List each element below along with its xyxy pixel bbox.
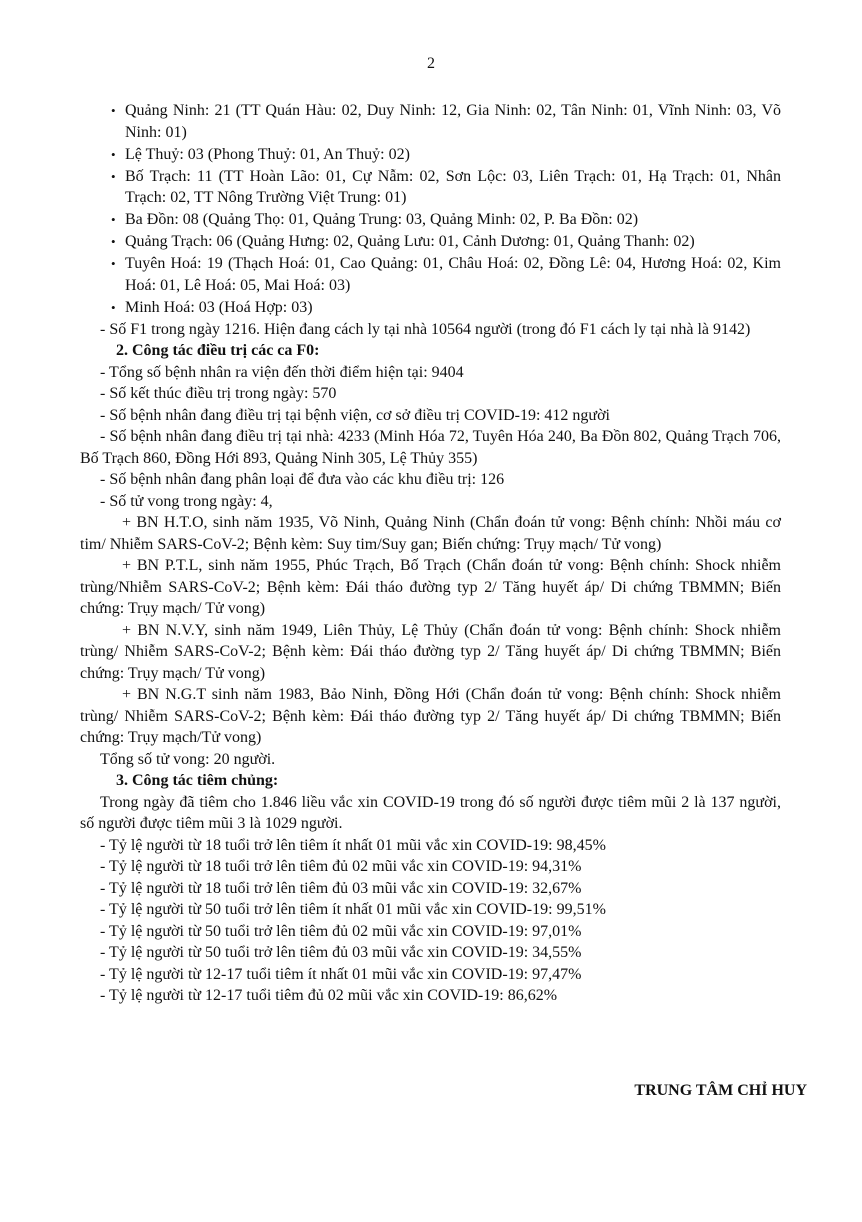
f1-summary: - Số F1 trong ngày 1216. Hiện đang cách ly tại nhà 10564 người (trong đó F1 cách ly tại nhà là 9142)	[100, 320, 751, 338]
bullet-icon: •	[111, 212, 116, 227]
section-2-heading: 2. Công tác điều trị các ca F0:	[116, 342, 320, 359]
death-case: + BN N.G.T sinh năm 1983, Bảo Ninh, Đồng Hới (Chẩn đoán tử vong: Bệnh chính: Shock nhiễm trùng/ Nhiễm SARS-CoV-2; Bệnh kèm: Đái tháo đường typ 2/ Tăng huyết áp/ Di chứng TBMMN; Biến chứng: Trụy mạch/Tử vong)	[80, 686, 781, 746]
vaccination-rate: - Tỷ lệ người từ 50 tuổi trở lên tiêm đủ 03 mũi vắc xin COVID-19: 34,55%	[100, 944, 582, 961]
list-item: • Ba Đồn: 08 (Quảng Thọ: 01, Quảng Trung: 03, Quảng Minh: 02, P. Ba Đồn: 02)	[80, 209, 781, 231]
treatment-line: - Số bệnh nhân đang điều trị tại nhà: 4233 (Minh Hóa 72, Tuyên Hóa 240, Ba Đồn 802, Quảng Trạch 706, Bố Trạch 860, Đồng Hới 893, Quảng Ninh 305, Lệ Thủy 355)	[80, 428, 781, 467]
treatment-line: - Tổng số bệnh nhân ra viện đến thời điểm hiện tại: 9404	[100, 363, 464, 381]
page-number: 2	[427, 55, 435, 72]
list-item: • Quảng Ninh: 21 (TT Quán Hàu: 02, Duy Ninh: 12, Gia Ninh: 02, Tân Ninh: 01, Vĩnh Ninh: 03, Võ Ninh: 01)	[111, 102, 781, 141]
vaccination-intro: Trong ngày đã tiêm cho 1.846 liều vắc xin COVID-19 trong đó số người được tiêm mũi 2 là 137 người, số người được tiêm mũi 3 là 1029 người.	[80, 793, 781, 832]
list-item: • Minh Hoá: 03 (Hoá Hợp: 03)	[80, 297, 781, 319]
list-item: • Tuyên Hoá: 19 (Thạch Hoá: 01, Cao Quảng: 01, Châu Hoá: 02, Đồng Lê: 04, Hương Hoá: 02, Kim Hoá: 01, Lê Hoá: 05, Mai Hoá: 03)	[111, 255, 781, 294]
list-item: • Quảng Trạch: 06 (Quảng Hưng: 02, Quảng Lưu: 01, Cảnh Dương: 01, Quảng Thanh: 02)	[80, 231, 781, 253]
list-item: • Bố Trạch: 11 (TT Hoàn Lão: 01, Cự Nẫm: 02, Sơn Lộc: 03, Liên Trạch: 01, Hạ Trạch: 01, Nhân Trạch: 02, TT Nông Trường Việt Trung: 01)	[111, 167, 781, 206]
bullet-icon: •	[111, 299, 116, 315]
bullet-icon: •	[111, 146, 116, 162]
vaccination-rate: - Tỷ lệ người từ 18 tuổi trở lên tiêm ít nhất 01 mũi vắc xin COVID-19: 98,45%	[100, 836, 606, 854]
vaccination-rate: - Tỷ lệ người từ 18 tuổi trở lên tiêm đủ 03 mũi vắc xin COVID-19: 32,67%	[100, 879, 582, 897]
treatment-line: - Số bệnh nhân đang điều trị tại bệnh viện, cơ sở điều trị COVID-19: 412 người	[100, 406, 610, 424]
treatment-line: - Số kết thúc điều trị trong ngày: 570	[100, 385, 337, 402]
death-case: + BN N.V.Y, sinh năm 1949, Liên Thủy, Lệ Thủy (Chẩn đoán tử vong: Bệnh chính: Shock nhiễm trùng/ Nhiễm SARS-CoV-2; Bệnh kèm: Đái tháo đường typ 2/ Tăng huyết áp/ Di chứng TBMMN; Biến chứng: Trụy mạch/ Tử vong)	[80, 621, 781, 682]
bullet-icon: •	[111, 103, 116, 118]
section-3-heading: 3. Công tác tiêm chủng:	[116, 772, 279, 789]
bullet-icon: •	[111, 256, 116, 271]
signature-title: TRUNG TÂM CHỈ HUY	[634, 1082, 807, 1099]
bullet-icon: •	[111, 168, 116, 184]
death-case: + BN H.T.O, sinh năm 1935, Võ Ninh, Quảng Ninh (Chẩn đoán tử vong: Bệnh chính: Nhồi máu cơ tim/ Nhiễm SARS-CoV-2; Bệnh kèm: Suy tim/Suy gan; Biến chứng: Trụy mạch/ Tử vong)	[80, 514, 781, 553]
document-body	[80, 100, 781, 1007]
vaccination-rate: - Tỷ lệ người từ 18 tuổi trở lên tiêm đủ 02 mũi vắc xin COVID-19: 94,31%	[100, 858, 582, 875]
total-deaths: Tổng số tử vong: 20 người.	[100, 750, 276, 768]
vaccination-rate: - Tỷ lệ người từ 50 tuổi trở lên tiêm ít nhất 01 mũi vắc xin COVID-19: 99,51%	[100, 901, 606, 918]
treatment-line: - Số bệnh nhân đang phân loại để đưa vào các khu điều trị: 126	[100, 471, 505, 488]
vaccination-rate: - Tỷ lệ người từ 12-17 tuổi tiêm đủ 02 mũi vắc xin COVID-19: 86,62%	[100, 987, 558, 1004]
vaccination-rate: - Tỷ lệ người từ 50 tuổi trở lên tiêm đủ 02 mũi vắc xin COVID-19: 97,01%	[100, 922, 582, 940]
bullet-icon: •	[111, 234, 116, 249]
list-item: • Lệ Thuỷ: 03 (Phong Thuỷ: 01, An Thuỷ: 02)	[80, 144, 781, 166]
district-case-list	[80, 100, 781, 318]
treatment-line: - Số tử vong trong ngày: 4,	[100, 492, 273, 510]
vaccination-rate: - Tỷ lệ người từ 12-17 tuổi tiêm ít nhất 01 mũi vắc xin COVID-19: 97,47%	[100, 965, 582, 983]
death-case: + BN P.T.L, sinh năm 1955, Phúc Trạch, Bố Trạch (Chẩn đoán tử vong: Bệnh chính: Shock nhiễm trùng/Nhiễm SARS-CoV-2; Bệnh kèm: Đái tháo đường typ 2/ Tăng huyết áp/ Di chứng TBMMN; Biến chứng: Trụy mạch/ Tử vong)	[80, 557, 781, 617]
